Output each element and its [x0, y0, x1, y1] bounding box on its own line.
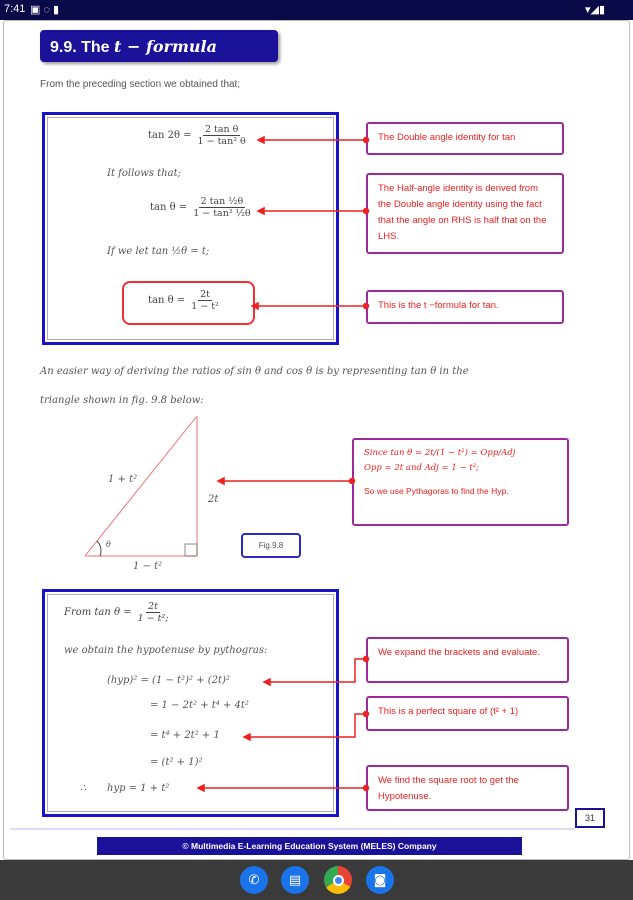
arrow — [268, 659, 366, 682]
numerator: 2 tan ½θ — [200, 196, 244, 207]
denominator: 1 − tan² ½θ — [193, 208, 251, 219]
denominator: 1 − tan² θ — [197, 136, 246, 147]
numerator: 2t — [200, 289, 210, 300]
denominator: 1 − t²; — [137, 613, 169, 624]
arrow — [252, 303, 369, 309]
therefore-symbol: ∴ — [80, 783, 87, 794]
callout-perfect-square: This is a perfect square of (t² + 1) — [366, 696, 569, 731]
hyp-line-3: = t⁴ + 2t² + 1 — [150, 730, 220, 741]
footer-banner: © Multimedia E-Learning Education System (MELES) Company — [97, 837, 522, 855]
arrow — [248, 714, 366, 737]
eq-lhs: tan θ = — [148, 295, 186, 306]
clock: 7:41 — [4, 3, 26, 15]
paragraph-line-1: An easier way of deriving the ratios of sin θ and cos θ is by representing tan θ in the — [40, 366, 469, 377]
triangle — [85, 416, 197, 556]
eq-lhs: tan 2θ = — [148, 130, 192, 141]
intro-text: From the preceding section we obtained that; — [40, 79, 241, 90]
figure-label: Fig.9.8 — [241, 533, 301, 558]
arrow — [258, 137, 369, 143]
hyp-line-1: (hyp)² = (1 − t²)² + (2t)² — [107, 675, 230, 686]
opposite-label: 2t — [208, 494, 219, 505]
arrow — [218, 478, 355, 484]
obtain-text: we obtain the hypotenuse by pythogras: — [64, 645, 268, 656]
paragraph-line-2: triangle shown in fig. 9.8 below: — [40, 395, 204, 406]
callout-double-angle: The Double angle identity for tan — [366, 122, 564, 155]
hypotenuse-label: 1 + t² — [108, 474, 138, 485]
eq-lhs: From tan θ = — [64, 607, 132, 618]
numerator: 2 tan θ — [204, 124, 239, 135]
numerator: 2t — [148, 601, 158, 612]
app-dock — [0, 860, 633, 900]
arrow — [258, 208, 369, 214]
eq-lhs: tan θ = — [150, 202, 188, 213]
arrow — [198, 785, 369, 791]
angle-label: θ — [106, 540, 111, 549]
page-number: 31 — [575, 808, 605, 828]
chrome-icon[interactable] — [324, 866, 352, 894]
callout-line: So we use Pythagoras to find the Hyp. — [364, 486, 509, 496]
messages-icon[interactable]: ▤ — [281, 866, 309, 894]
callout-line: Since tan θ = 2t/(1 − t²) = Opp/Adj — [364, 448, 516, 458]
camera-icon[interactable]: ◙ — [366, 866, 394, 894]
callout-expand: We expand the brackets and evaluate. — [366, 637, 569, 683]
section-number: 9.9. The — [50, 39, 115, 56]
hyp-line-4: = (t² + 1)² — [150, 757, 203, 768]
callout-line: Opp = 2t and Adj = 1 − t²; — [364, 463, 479, 473]
hyp-line-2: = 1 − 2t² + t⁴ + 4t² — [150, 700, 249, 711]
let-text: If we let tan ½θ = t; — [107, 246, 210, 257]
denominator: 1 − t² — [191, 301, 219, 312]
callout-t-formula: This is the t −formula for tan. — [366, 290, 564, 324]
adjacent-label: 1 − t² — [133, 561, 163, 572]
follows-text: It follows that; — [107, 168, 181, 179]
signal-battery-icons: ▾◢▮ — [585, 4, 606, 16]
notification-icons: ▣ ◌ ▮ — [30, 4, 60, 16]
hyp-line-5: hyp = 1 + t² — [107, 783, 170, 794]
callout-square-root: We find the square root to get the Hypotenuse. — [366, 765, 569, 811]
callout-half-angle: The Half-angle identity is derived from the Double angle identity using the fact that the angle on RHS is half that on the LHS. — [366, 173, 564, 254]
phone-icon[interactable]: ✆ — [240, 866, 268, 894]
section-title-formula: t − formula — [114, 37, 217, 56]
